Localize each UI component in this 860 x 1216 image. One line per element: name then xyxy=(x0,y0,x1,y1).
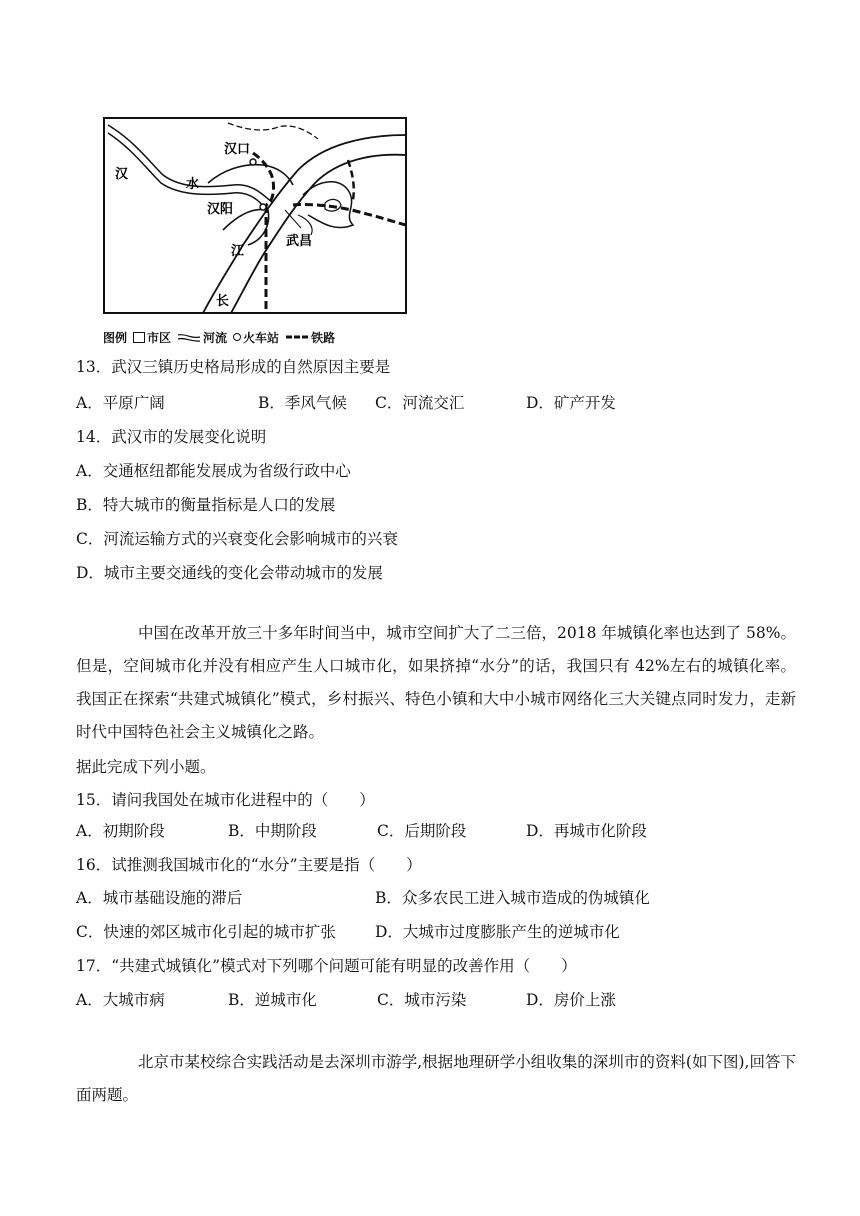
river-line-icon xyxy=(177,332,201,342)
q16-option-d: D．大城市过度膨胀产生的逆城市化 xyxy=(375,923,620,941)
q14-option-a: A．交通枢纽都能发展成为省级行政中心 xyxy=(76,462,351,480)
q14-option-b: B．特大城市的衡量指标是人口的发展 xyxy=(76,496,336,514)
q17-option-d: D．房价上涨 xyxy=(526,991,616,1009)
legend-railway: 铁路 xyxy=(285,329,335,346)
q13-stem: 13．武汉三镇历史格局形成的自然原因主要是 xyxy=(76,358,391,376)
railway-line-icon xyxy=(285,332,309,342)
urban-box-icon xyxy=(133,332,145,343)
q17-option-a: A．大城市病 xyxy=(76,991,165,1009)
q13-option-d: D．矿产开发 xyxy=(526,394,616,412)
legend-urban: 市区 xyxy=(133,329,171,346)
wuhan-map xyxy=(103,115,408,347)
passage-shenzhen: 北京市某校综合实践活动是去深圳市游学,根据地理研学小组收集的深圳市的资料(如下图),回答下面两题。 xyxy=(76,1053,796,1104)
legend-station: 火车站 xyxy=(233,329,279,346)
q15-stem: 15．请问我国处在城市化进程中的（ ） xyxy=(76,791,375,809)
legend-title: 图例 xyxy=(103,330,128,345)
label-han: 汉 xyxy=(115,167,129,182)
q16-stem: 16．试推测我国城市化的“水分”主要是指（ ） xyxy=(76,856,422,874)
q17-stem: 17．“共建式城镇化”模式对下列哪个问题可能有明显的改善作用（ ） xyxy=(76,957,577,975)
q17-option-b: B．逆城市化 xyxy=(228,991,317,1009)
q16-option-c: C．快速的郊区城市化引起的城市扩张 xyxy=(76,923,336,941)
q14-stem: 14．武汉市的发展变化说明 xyxy=(76,428,267,446)
map-frame xyxy=(104,118,406,313)
station-circle-icon xyxy=(233,333,241,341)
q14-option-c: C．河流运输方式的兴衰变化会影响城市的兴衰 xyxy=(76,530,398,548)
hanyang-station-icon xyxy=(260,204,266,210)
q13-option-a: A．平原广阔 xyxy=(76,394,165,412)
q13-option-b: B．季风气候 xyxy=(258,394,347,412)
label-hanyang: 汉阳 xyxy=(207,202,234,217)
instruction-1: 据此完成下列小题。 xyxy=(76,758,216,776)
q14-option-d: D．城市主要交通线的变化会带动城市的发展 xyxy=(76,564,383,582)
hankou-urban-outline xyxy=(208,165,293,185)
hankou-station-icon xyxy=(250,159,256,165)
label-shui: 水 xyxy=(186,177,200,192)
q15-option-b: B．中期阶段 xyxy=(228,822,317,840)
urban-boundary-top xyxy=(228,123,318,139)
q16-option-a: A．城市基础设施的滞后 xyxy=(76,889,243,907)
label-wuchang: 武昌 xyxy=(286,234,313,249)
label-jiang: 江 xyxy=(231,244,245,259)
passage-urbanization: 中国在改革开放三十多年时间当中，城市空间扩大了二三倍，2018 年城镇化率也达到了 58%。但是，空间城市化并没有相应产生人口城市化，如果挤掉“水分”的话，我国只有 42%左右的城镇化率。我国正在探索“共建式城镇化”模式，乡村振兴、特色小镇和大中小城市网络化三大关键点同时发力，走新时代中国特色社会主义城镇化之路。 xyxy=(76,624,796,741)
q16-option-b: B．众多农民工进入城市造成的伪城镇化 xyxy=(375,889,650,907)
yangtze-river-bank-east xyxy=(231,155,406,313)
legend-river: 河流 xyxy=(177,329,227,346)
q15-option-a: A．初期阶段 xyxy=(76,822,165,840)
q15-option-c: C．后期阶段 xyxy=(377,822,467,840)
q13-option-c: C．河流交汇 xyxy=(375,394,465,412)
yangtze-river-bank-west xyxy=(203,135,406,313)
label-hankou: 汉口 xyxy=(224,142,251,157)
map-legend xyxy=(103,328,408,346)
wuhan-map-svg xyxy=(103,115,408,347)
q15-option-d: D．再城市化阶段 xyxy=(526,822,647,840)
wuchang-lake-edge xyxy=(298,215,312,235)
q17-option-c: C．城市污染 xyxy=(377,991,467,1009)
label-chang: 长 xyxy=(216,294,230,309)
